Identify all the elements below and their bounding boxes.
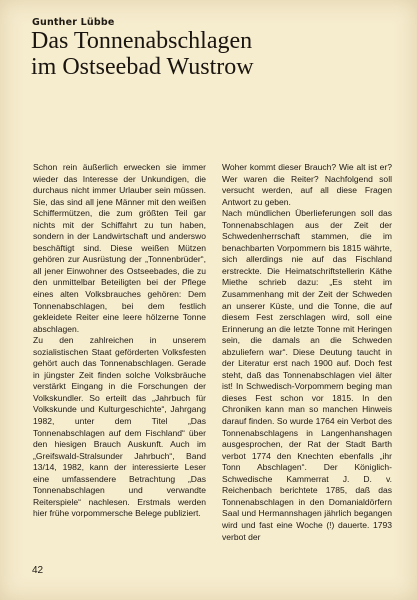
paragraph: Zu den zahlreichen in unserem sozialistischen Staat geförderten Volksfesten gehört auch das Tonnenabschlagen. Gerade in jüngster Zeit finden solche Volksbräuche verstärkt Eingang in die Forschungen der Volkskundler. So erteilt das „Jahrbuch für Volkskunde und Kulturgeschichte“, Jahrgang 1982, unter dem Titel „Das Tonnenabschlagen auf dem Fischland“ über den hiesigen Brauch Auskunft. Auch im „Greifswald-Stralsunder Jahrbuch“, Band 13/14, 1982, kann der interessierte Leser eine umfassendere Betrachtung „Das Tonnenabschlagen und verwandte Reiterspiele“ nachlesen. Erstmals werden hier frühe vorpommersche Belege publiziert. <box>33 335 206 519</box>
text-column-right <box>222 162 392 543</box>
paragraph: Nach mündlichen Überlieferungen soll das Tonnenabschlagen aus der Zeit der Schwedenherrschaft stammen, die im benachbarten Vorpommern bis 1815 währte, sich allerdings nie auf das Fischland erstreckte. Die Heimatschriftstellerin Käthe Miethe schrieb dazu: „Es steht im Zusammenhang mit der Zeit der Schweden an unserer Küste, und die Tonne, die auf diesem Fest zerschlagen wird, soll eine Erinnerung an die letzte Tonne mit Heringen sein, die damals an die Schweden abzuliefern war“. Diese Deutung taucht in der Literatur erst nach 1900 auf. Doch fest steht, daß das Tonnenabschlagen viel älter ist! In Schwedisch-Vorpommern beging man dieses Fest schon vor 1815. In den Chroniken kann man so manchen Hinweis darauf finden. So wurde 1764 ein Verbot des Tonnenabschlagens in Langenhanshagen ausgesprochen, der Rat der Stadt Barth verbot 1774 den Knechten ebenfalls „ihr Tonn Abschlagen“. Der Königlich-Schwedische Kammerrat J. D. v. Reichenbach berichtete 1785, daß das Tonnenabschlagen in den Domanialdörfern Saal und Hermannshagen jährlich begangen wird und fast eine Woche (!) dauerte. 1793 verbot der <box>222 208 392 542</box>
author-name: Gunther Lübbe <box>32 17 115 28</box>
title-line-1: Das Tonnenabschlagen <box>31 28 253 54</box>
paragraph: Woher kommt dieser Brauch? Wie alt ist er? Wer waren die Reiter? Nachfolgend soll versucht werden, auf all diese Fragen Antwort zu geben. <box>222 162 392 207</box>
paragraph: Schon rein äußerlich erwecken sie immer wieder das Interesse der Unkundigen, die durchaus nicht immer Urlauber sein müssen. Sie, das sind all jene Männer mit den weißen Schiffermützen, die zum größten Teil gar nichts mit der Schiffahrt zu tun haben, sondern in der Landwirtschaft und anderswo beschäftigt sind. Diese weißen Mützen gehören zur Ausrüstung der „Tonnenbrüder“, all jener Einwohner des Ostseebades, die zu den unmittelbar Beteiligten bei der Pflege eines alten Volksbrauches gehören: Dem Tonnenabschlagen, bei dem festlich gekleidete Reiter eine leere hölzerne Tonne abschlagen. <box>33 162 206 334</box>
article-title <box>31 28 401 80</box>
title-line-2: im Ostseebad Wustrow <box>31 54 254 80</box>
page-number: 42 <box>32 565 44 576</box>
text-column-left <box>33 162 206 520</box>
